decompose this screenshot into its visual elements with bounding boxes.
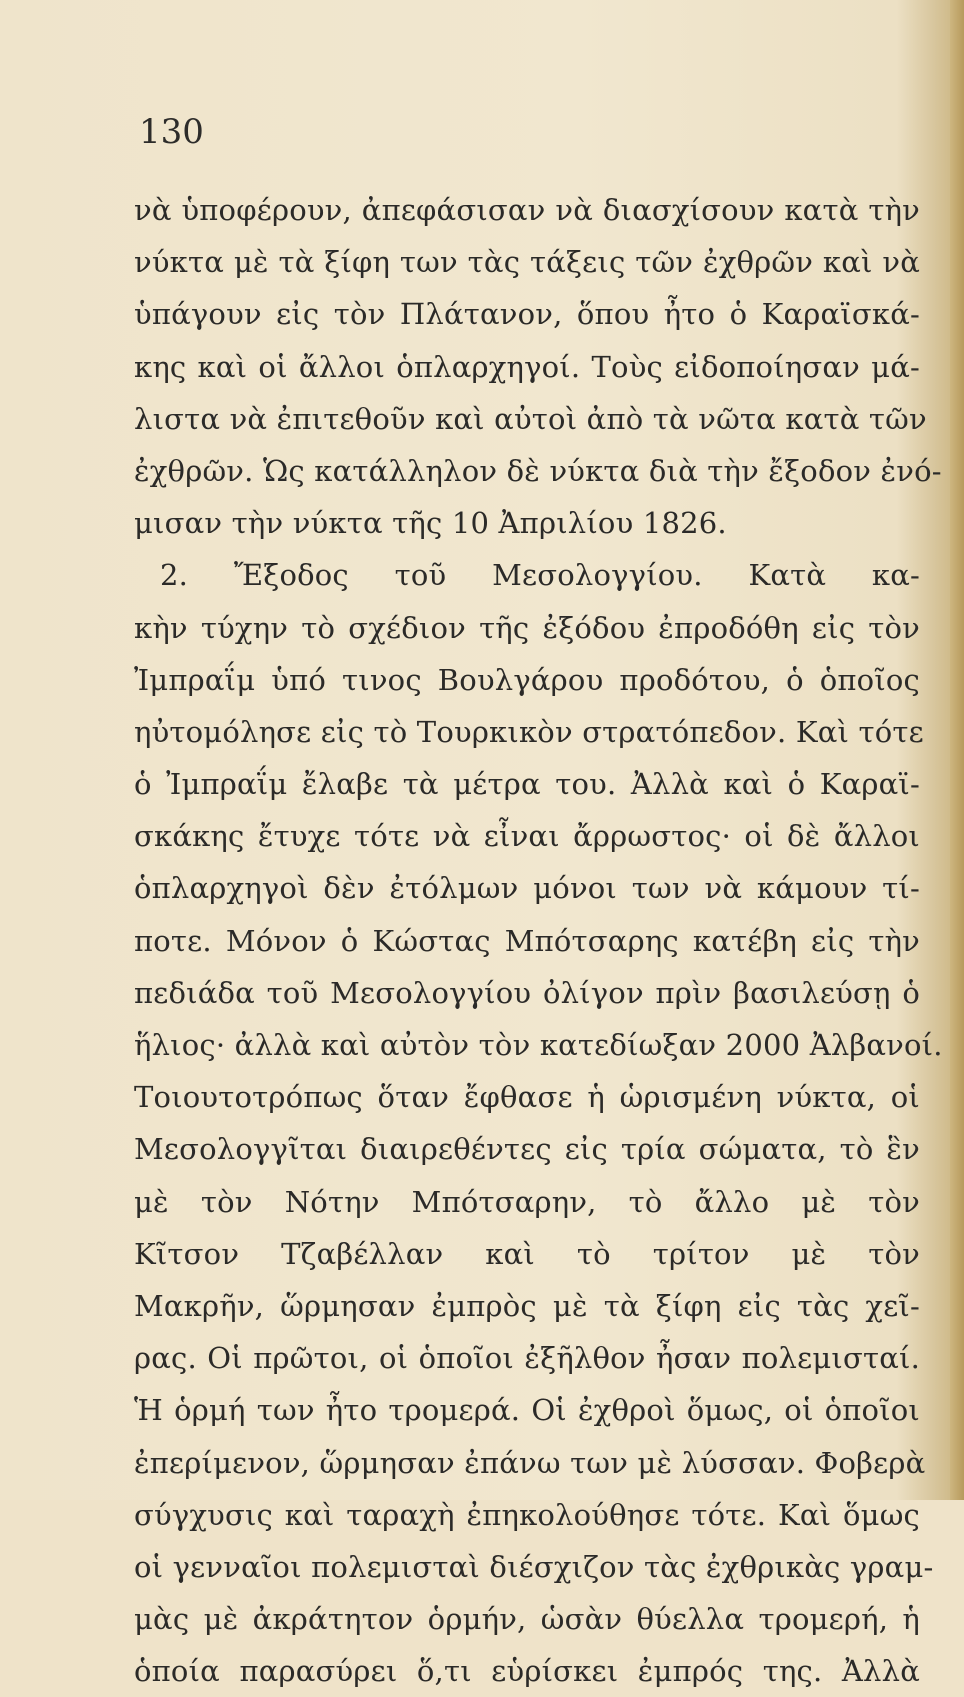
text-line-4: κης καὶ οἱ ἄλλοι ὁπλαρχηγοί. Τοὺς εἰδοποίησαν μά-	[134, 349, 920, 384]
text-line-24: Ἡ ὁρμή των ἦτο τρομερά. Οἱ ἐχθροὶ ὅμως, οἱ ὁποῖοι	[134, 1393, 920, 1428]
text-line-14: ὁπλαρχηγοὶ δὲν ἐτόλμων μόνοι των νὰ κάμουν τί-	[134, 871, 920, 906]
page-edge	[950, 0, 964, 1500]
text-line-13: σκάκης ἔτυχε τότε νὰ εἶναι ἄρρωστος· οἱ δὲ ἄλλοι	[134, 819, 920, 854]
text-line-28: μὰς μὲ ἀκράτητον ὁρμήν, ὡσὰν θύελλα τρομερή, ἡ	[134, 1602, 920, 1637]
text-line-22: Μακρῆν, ὥρμησαν ἐμπρὸς μὲ τὰ ξίφη εἰς τὰς χεῖ-	[134, 1288, 920, 1323]
text-line-16: πεδιάδα τοῦ Μεσολογγίου ὀλίγον πρὶν βασιλεύσῃ ὁ	[134, 975, 920, 1010]
text-line-15: ποτε. Μόνον ὁ Κώστας Μπότσαρης κατέβη εἰς τὴν	[134, 923, 920, 958]
text-line-3: ὑπάγουν εἰς τὸν Πλάτανον, ὅπου ἦτο ὁ Καραϊσκά-	[134, 297, 920, 332]
page-number: 130	[139, 112, 204, 152]
text-line-6: ἐχθρῶν. Ὡς κατάλληλον δὲ νύκτα διὰ τὴν ἔξοδον ἐνό-	[134, 453, 942, 488]
text-line-27: οἱ γενναῖοι πολεμισταὶ διέσχιζον τὰς ἐχθρικὰς γραμ-	[134, 1549, 934, 1584]
text-line-2: νύκτα μὲ τὰ ξίφη των τὰς τάξεις τῶν ἐχθρῶν καὶ νὰ	[134, 245, 920, 280]
text-line-9: κὴν τύχην τὸ σχέδιον τῆς ἐξόδου ἐπροδόθη εἰς τὸν	[134, 610, 920, 645]
body-text	[134, 184, 943, 1697]
text-line-5: λιστα νὰ ἐπιτεθοῦν καὶ αὐτοὶ ἀπὸ τὰ νῶτα κατὰ τῶν	[134, 401, 927, 436]
text-line-19: Μεσολογγῖται διαιρεθέντες εἰς τρία σώματα, τὸ ἓν	[134, 1132, 920, 1167]
text-line-7: μισαν τὴν νύκτα τῆς 10 Ἀπριλίου 1826.	[134, 506, 727, 541]
text-line-18: Τοιουτοτρόπως ὅταν ἔφθασε ἡ ὡρισμένη νύκτα, οἱ	[134, 1080, 920, 1115]
text-line-21: Κῖτσον Τζαβέλλαν καὶ τὸ τρίτον μὲ τὸν	[134, 1236, 920, 1271]
text-line-29: ὁποία παρασύρει ὅ,τι εὑρίσκει ἐμπρός της. Ἀλλὰ	[134, 1654, 920, 1689]
section-heading-line: 2. Ἔξοδος τοῦ Μεσολογγίου. Κατὰ κα-	[160, 558, 920, 593]
text-line-26: σύγχυσις καὶ ταραχὴ ἐπηκολούθησε τότε. Καὶ ὅμως	[134, 1497, 920, 1532]
text-line-10: Ἰμπραΐμ ὑπό τινος Βουλγάρου προδότου, ὁ ὁποῖος	[134, 662, 920, 697]
text-line-1: νὰ ὑποφέρουν, ἀπεφάσισαν νὰ διασχίσουν κατὰ τὴν	[134, 193, 920, 227]
text-line-12: ὁ Ἰμπραΐμ ἔλαβε τὰ μέτρα του. Ἀλλὰ καὶ ὁ Καραϊ-	[134, 767, 920, 802]
text-line-11: ηὐτομόλησε εἰς τὸ Τουρκικὸν στρατόπεδον. Καὶ τότε	[134, 714, 924, 749]
text-line-17: ἥλιος· ἀλλὰ καὶ αὐτὸν τὸν κατεδίωξαν 2000 Ἀλβανοί.	[134, 1028, 943, 1062]
text-line-20: μὲ τὸν Νότην Μπότσαρην, τὸ ἄλλο μὲ τὸν	[134, 1184, 920, 1219]
text-line-23: ρας. Οἱ πρῶτοι, οἱ ὁποῖοι ἐξῆλθον ἦσαν πολεμισταί.	[134, 1341, 920, 1376]
text-line-25: ἐπερίμενον, ὥρμησαν ἐπάνω των μὲ λύσσαν. Φοβερὰ	[134, 1445, 926, 1480]
